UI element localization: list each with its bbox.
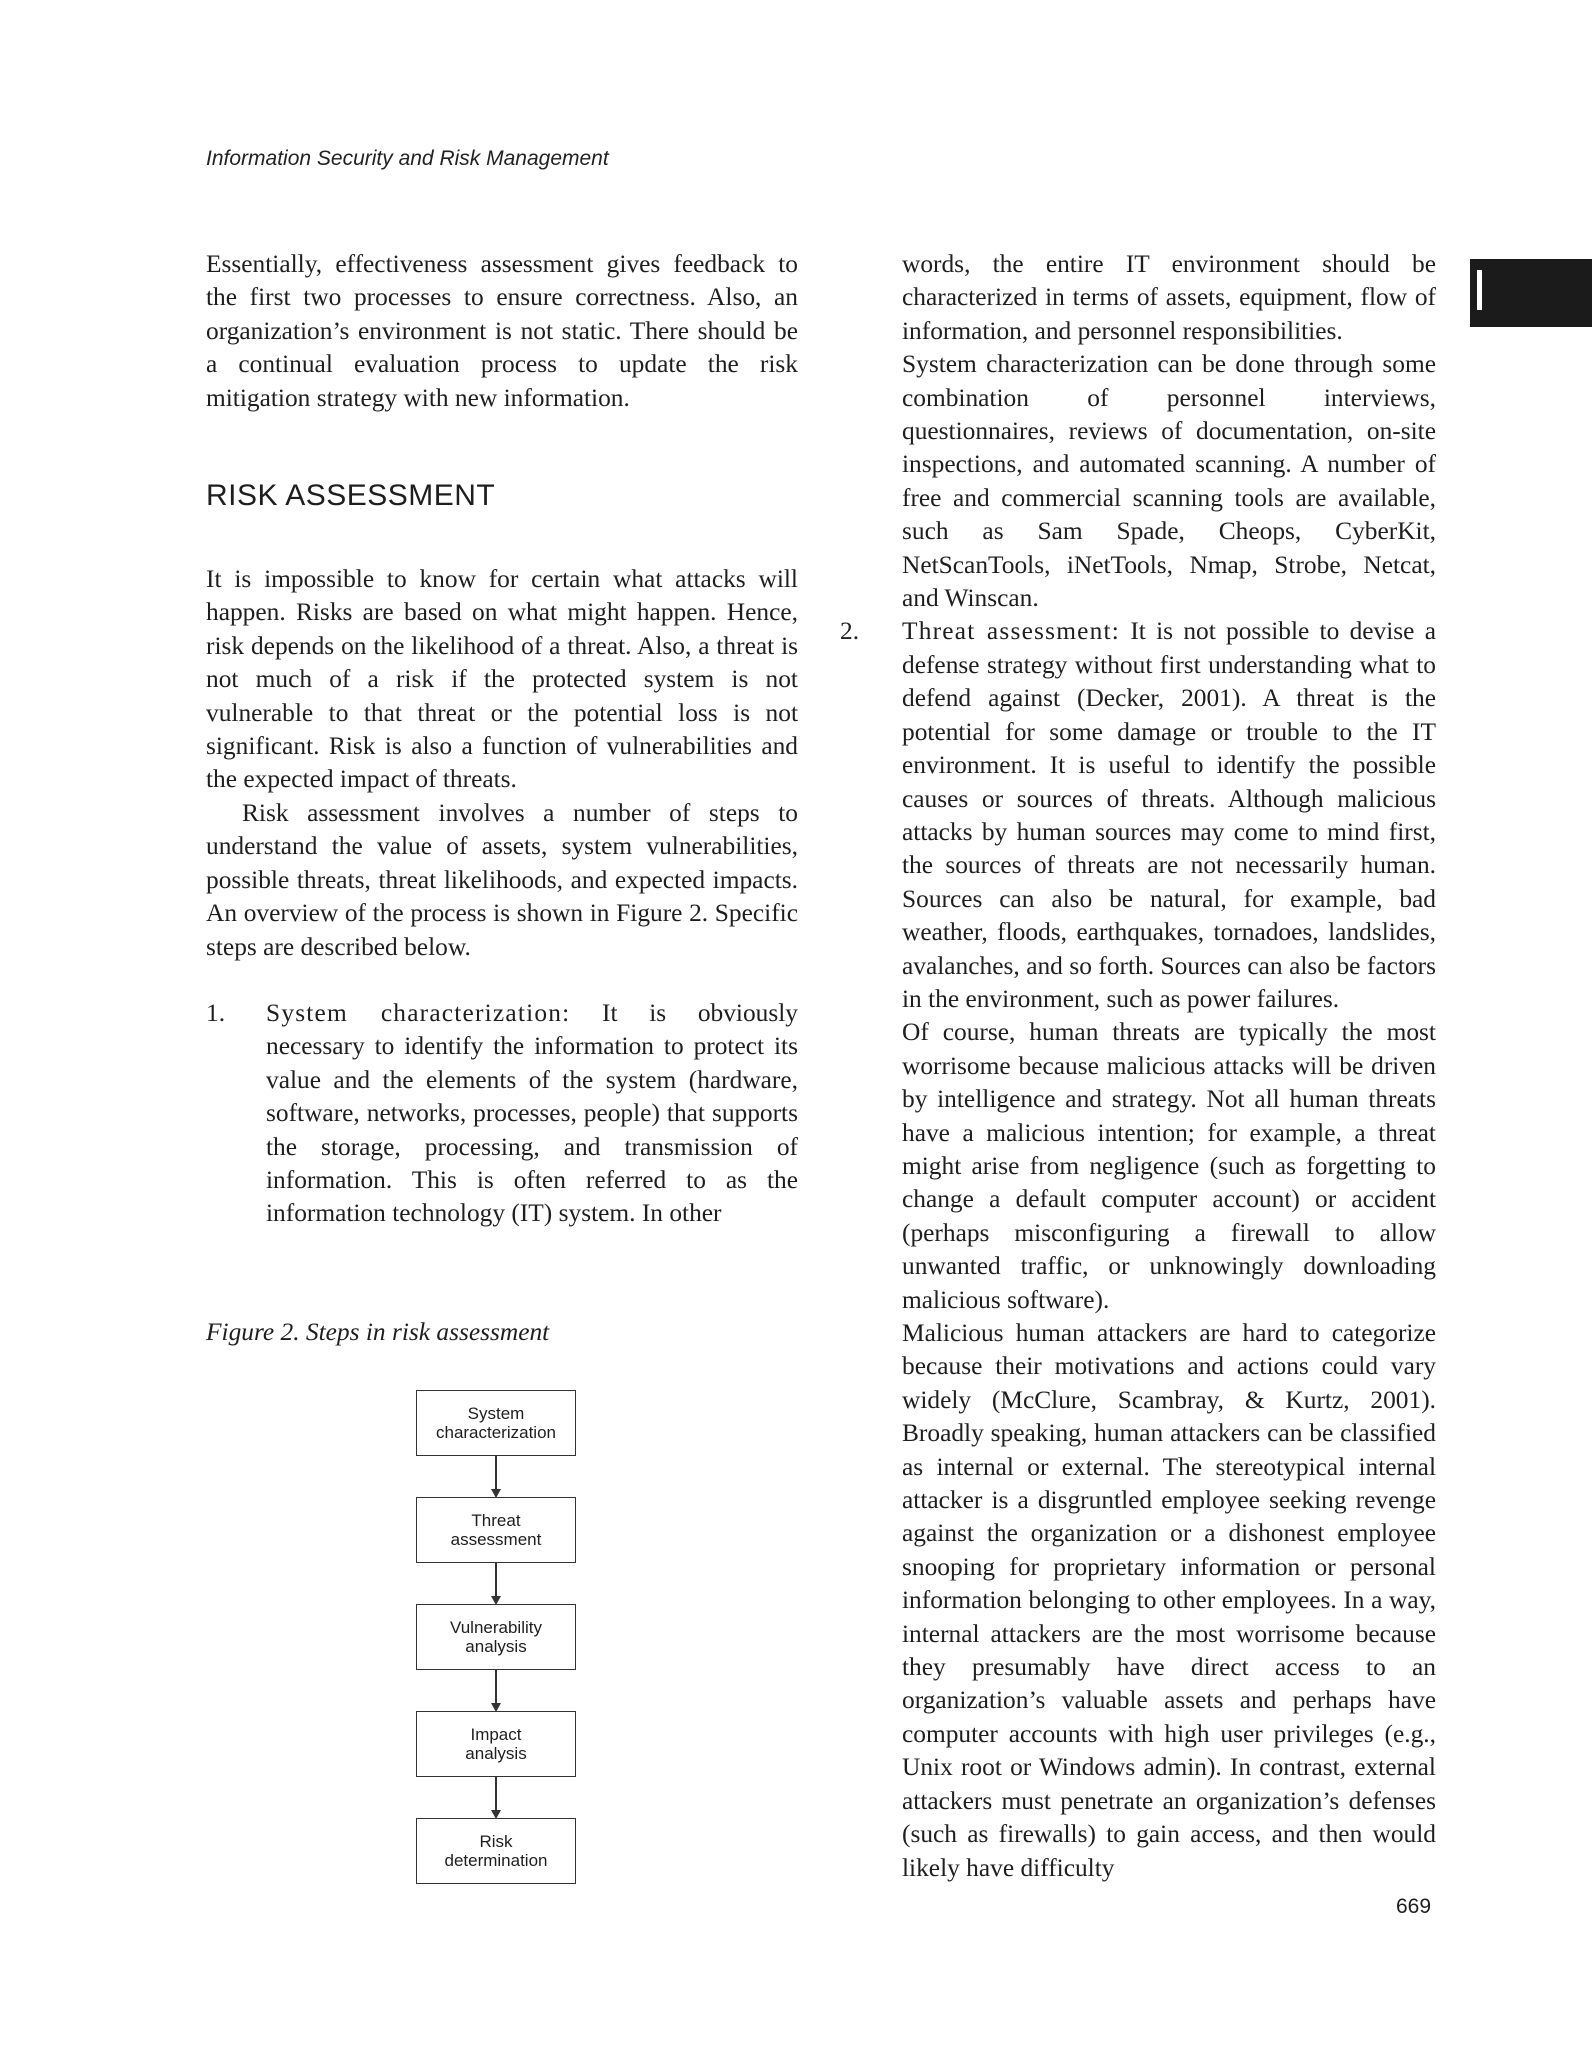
item1-continued: words, the entire IT environment should be characterized in terms of assets, equipment, flow of information, and personnel responsibilities.	[902, 250, 1436, 345]
section-tab-marker	[1470, 259, 1592, 327]
flow-step-threat-assessment: Threat assessment	[416, 1497, 576, 1563]
figure-caption: Figure 2. Steps in risk assessment	[206, 1318, 550, 1346]
flow-step-system-characterization: System characterization	[416, 1390, 576, 1456]
risk-assessment-flowchart	[400, 1380, 600, 1900]
section-heading: RISK ASSESSMENT	[206, 479, 496, 513]
list-item-number: 2.	[840, 617, 860, 646]
spacer	[206, 964, 798, 997]
risk-paragraph-2: Risk assessment involves a number of steps to understand the value of assets, system vulnerabilities, possible threats, threat likelihoods, and expected impacts. An overview of the process is shown in Figure 2. Specific steps are described below.	[206, 798, 798, 961]
item2-paragraph-3: Malicious human attackers are hard to categorize because their motivations and actions could vary widely (McClure, Scambray, & Kurtz, 2001). Broadly speaking, human attackers can be classified as internal or external. The stereotypical internal attacker is a disgruntled employee seeking revenge against the organization or a dishonest employee snooping for proprietary information or personal information belonging to other employees. In a way, internal attackers are the most worrisome because they presumably have direct access to an organization’s valuable assets and perhaps have computer accounts with high user privileges (e.g., Unix root or Windows admin). In contrast, external attackers must penetrate an organization’s defenses (such as firewalls) to gain access, and then would likely have difficulty	[902, 1319, 1436, 1882]
flow-arrow	[495, 1456, 497, 1496]
flow-step-risk-determination: Risk determination	[416, 1818, 576, 1884]
right-column	[840, 248, 1437, 1885]
flow-step-impact-analysis: Impact analysis	[416, 1711, 576, 1777]
flow-step-vulnerability-analysis: Vulnerability analysis	[416, 1604, 576, 1670]
section-tab-label-bar	[1477, 270, 1482, 310]
flow-arrow	[495, 1670, 497, 1710]
list-item-1	[206, 997, 798, 1231]
left-column	[206, 248, 798, 1231]
intro-paragraph: Essentially, effectiveness assessment gives feedback to the first two processes to ensure correctness. Also, an organization’s environment is not static. There should be a continual evaluation process to update the risk mitigation strategy with new information.	[206, 250, 798, 412]
list-item-text: It is obviously necessary to identify the information to protect its value and the elements of the system (hardware, software, networks, processes, people) that supports the storage, processing, and transmission of information. This is often referred to as the information technology (IT) system. In other	[266, 998, 798, 1228]
running-head: Information Security and Risk Management	[206, 147, 609, 170]
item2-paragraph-2: Of course, human threats are typically the most worrisome because malicious attacks will be driven by intelligence and strategy. Not all human threats have a malicious intention; for example, a threat might arise from negligence (such as forgetting to change a default computer account) or accident (perhaps misconfiguring a firewall to allow unwanted traffic, or unknowingly downloading malicious software).	[902, 1018, 1436, 1314]
risk-paragraph-1: It is impossible to know for certain what attacks will happen. Risks are based on what might happen. Hence, risk depends on the likelihood of a threat. Also, a threat is not much of a risk if the protected system is not vulnerable to that threat or the potential loss is not significant. Risk is also a function of vulnerabilities and the expected impact of threats.	[206, 565, 798, 794]
list-item-number: 1.	[206, 998, 226, 1027]
list-item-text: It is not possible to devise a defense strategy without first understanding what to defend against (Decker, 2001). A threat is the potential for some damage or trouble to the IT environment. It is useful to identify the possible causes or sources of threats. Although malicious attacks by human sources may come to mind first, the sources of threats are not necessarily human. Sources can also be natural, for example, bad weather, floods, earthquakes, tornadoes, landslides, avalanches, and so forth. Sources can also be factors in the environment, such as power failures.	[902, 617, 1437, 1013]
flow-arrow	[495, 1563, 497, 1603]
list-item-2	[840, 615, 1437, 1016]
page-number: 669	[1396, 1895, 1432, 1918]
item1-paragraph-2: System characterization can be done through some combination of personnel interviews, questionnaires, reviews of documentation, on-site inspections, and automated scanning. A number of free and commercial scanning tools are available, such as Sam Spade, Cheops, CyberKit, NetScanTools, iNetTools, Nmap, Strobe, Netcat, and Winscan.	[902, 350, 1436, 613]
flow-arrow	[495, 1777, 497, 1817]
list-item-term: Threat assessment:	[902, 617, 1121, 646]
list-item-term: System characterization:	[266, 998, 571, 1027]
